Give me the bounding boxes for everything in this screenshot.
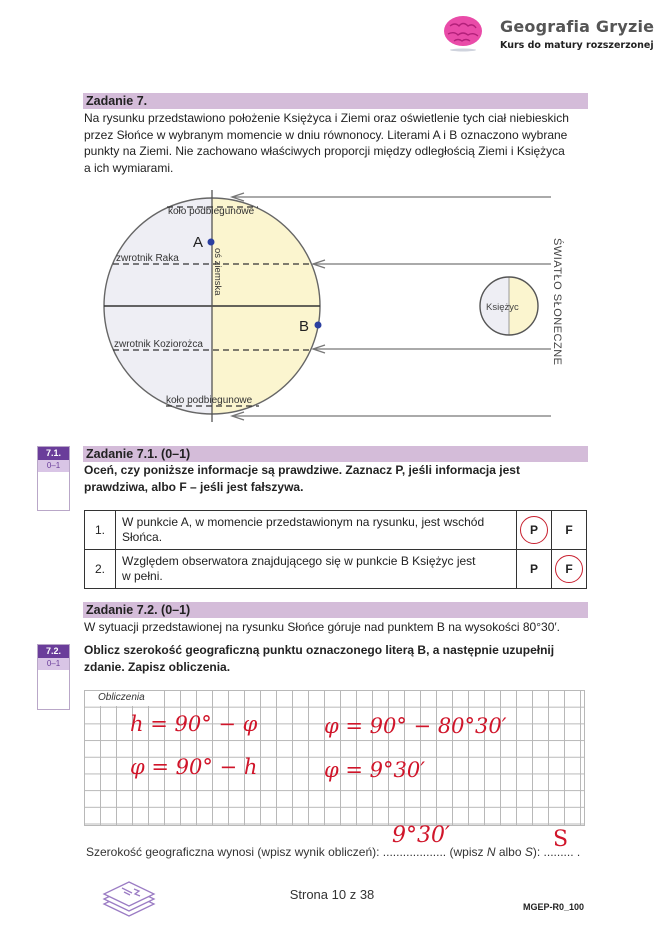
answer-text: Szerokość geograficzna wynosi (wpisz wynik obliczeń): xyxy=(86,845,383,859)
statement-line: W punkcie A, w momencie przedstawionym na rysunku, jest wschód xyxy=(122,515,485,529)
task71-tag-number: 7.1. xyxy=(38,447,69,460)
option-label: P xyxy=(529,523,538,537)
answer-text: N xyxy=(486,845,496,859)
brand-logo xyxy=(440,12,490,54)
handwriting-line-4: φ = 9°30′ xyxy=(324,758,426,782)
task71-instruction xyxy=(84,462,594,495)
label-tropic-capricorn: zwrotnik Koziorożca xyxy=(114,339,203,350)
label-sunlight: ŚWIATŁO SŁONECZNE xyxy=(551,238,563,366)
task72-instruction xyxy=(84,642,594,675)
row-statement xyxy=(116,550,517,589)
instruction-line: prawdziwa, albo F – jeśli jest fałszywa. xyxy=(84,479,304,494)
statement-line: w pełni. xyxy=(122,569,163,583)
task72-tag-number: 7.2. xyxy=(38,645,69,658)
task72-score-tag xyxy=(37,644,70,710)
label-point-b: B xyxy=(299,318,310,335)
instruction-line: Oceń, czy poniższe informacje są prawdziwe. Zaznacz P, jeśli informacja jest xyxy=(84,463,520,477)
intro-line: Na rysunku przedstawiono położenie Księżyca i Ziemi oraz oświetlenie tych ciał niebieskich xyxy=(84,111,569,125)
handwriting-line-2: φ = 90° − h xyxy=(130,755,258,779)
intro-line: punkty na Ziemi. Nie zachowano właściwych proporcji między odległością Ziemi i Księżyca xyxy=(84,144,565,158)
row-number: 2. xyxy=(85,550,116,589)
option-f[interactable] xyxy=(552,511,587,550)
row-statement xyxy=(116,511,517,550)
intro-line: przez Słońce w wybranym momencie w dniu równonocy. Literami A i B oznaczono wybrane xyxy=(84,127,568,142)
handwriting-line-3: φ = 90° − 80°30′ xyxy=(324,714,507,738)
statement-line: Względem obserwatora znajdującego się w punkcie B Księżyc jest xyxy=(122,554,476,568)
intro-line: a ich wymiarami. xyxy=(84,160,174,175)
handwritten-hemisphere-answer: S xyxy=(553,827,569,852)
option-label: F xyxy=(565,562,573,576)
exam-code: MGEP-R0_100 xyxy=(523,902,585,912)
task72-tag-points: 0–1 xyxy=(38,658,69,670)
task71-tag-points: 0–1 xyxy=(38,460,69,472)
answer-text: ): xyxy=(532,845,544,859)
option-label: P xyxy=(529,562,538,576)
selected-circle-icon xyxy=(520,516,548,544)
brand-subtitle: Kurs do matury rozszerzonej xyxy=(500,40,654,51)
task7-intro xyxy=(84,110,594,176)
handwritten-latitude-answer: 9°30′ xyxy=(392,823,450,848)
label-moon: Księżyc xyxy=(486,302,519,313)
true-false-table xyxy=(84,510,587,589)
earth-moon-diagram xyxy=(100,185,580,425)
label-arctic-bottom: koło podbiegunowe xyxy=(166,395,253,406)
instruction-line: zdanie. Zapisz obliczenia. xyxy=(84,659,231,674)
row-number: 1. xyxy=(85,511,116,550)
table-row xyxy=(85,511,587,550)
label-arctic-top: koło podbiegunowe xyxy=(168,206,255,217)
statement-line: Słońca. xyxy=(122,530,163,544)
instruction-line: Oblicz szerokość geograficzną punktu oznaczonego literą B, a następnie uzupełnij xyxy=(84,643,555,657)
calculation-grid-label: Obliczenia xyxy=(86,691,158,706)
task71-heading: Zadanie 7.1. (0–1) xyxy=(83,446,588,462)
option-p[interactable] xyxy=(517,511,552,550)
table-row xyxy=(85,550,587,589)
answer-text: (wpisz xyxy=(446,845,487,859)
label-tropic-cancer: zwrotnik Raka xyxy=(116,253,179,264)
task72-context: W sytuacji przedstawionej na rysunku Słońce góruje nad punktem B na wysokości 80°30′. xyxy=(84,620,560,634)
option-label: F xyxy=(565,523,573,537)
answer-sentence xyxy=(86,845,580,859)
option-f[interactable] xyxy=(552,550,587,589)
point-b-marker xyxy=(315,322,322,329)
handwriting-line-1: h = 90° − φ xyxy=(130,712,258,736)
point-a-marker xyxy=(208,239,215,246)
option-p[interactable] xyxy=(517,550,552,589)
brand-title: Geografia Gryzie xyxy=(500,17,655,36)
label-point-a: A xyxy=(193,234,204,251)
task72-heading: Zadanie 7.2. (0–1) xyxy=(83,602,588,618)
answer-text: albo xyxy=(495,845,525,859)
latitude-blank[interactable]: ................... xyxy=(382,845,447,859)
task71-score-tag xyxy=(37,446,70,511)
answer-text: S xyxy=(524,845,533,859)
label-earth-axis: oś ziemska xyxy=(212,248,223,296)
brain-icon xyxy=(440,12,490,54)
task7-heading: Zadanie 7. xyxy=(83,93,588,109)
selected-circle-icon xyxy=(555,555,583,583)
hemisphere-blank[interactable]: ......... . xyxy=(543,845,581,859)
page-number: Strona 10 z 38 xyxy=(289,887,375,902)
